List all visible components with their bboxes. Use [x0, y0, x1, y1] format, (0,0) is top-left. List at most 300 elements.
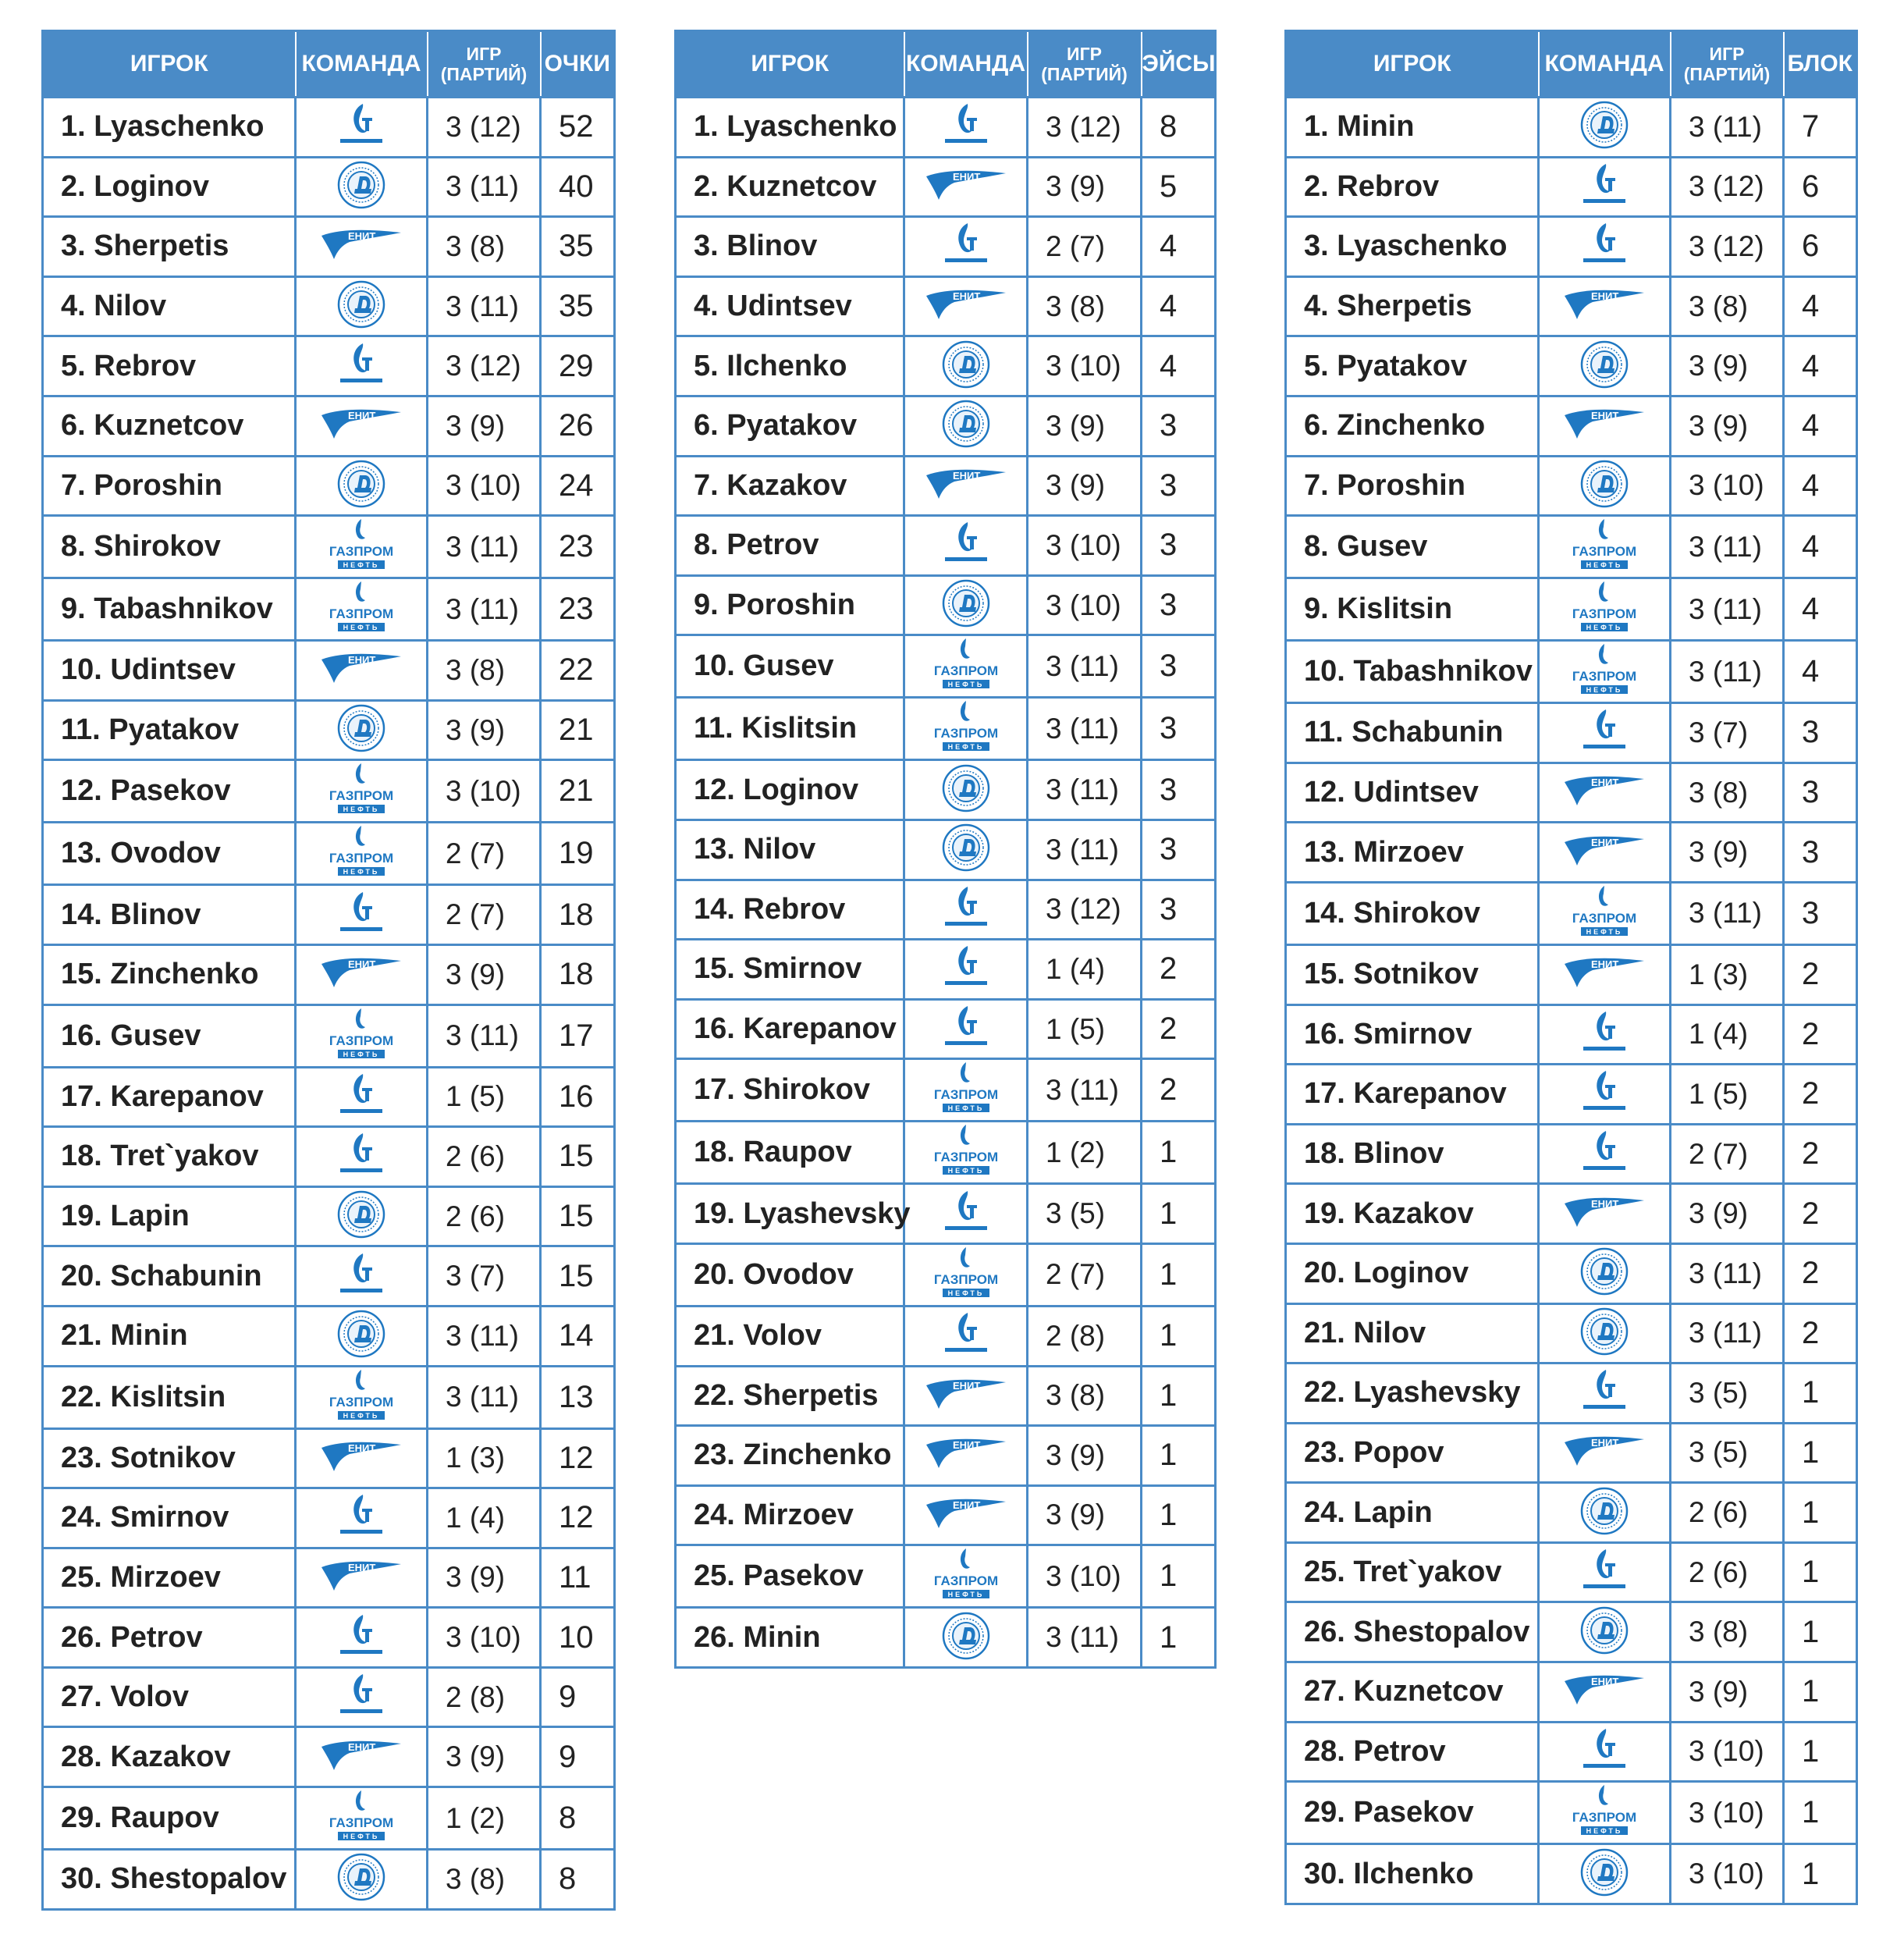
games-played: 3 (12) — [428, 98, 541, 158]
team-cell — [904, 635, 1028, 698]
stat-value: 15 — [541, 1246, 615, 1307]
stat-value: 16 — [541, 1067, 615, 1127]
svg-text:НЕФТЬ: НЕФТЬ — [343, 624, 380, 632]
table-row — [43, 1727, 615, 1787]
table-row — [1286, 1243, 1857, 1303]
stat-value: 1 — [1784, 1844, 1857, 1904]
table-row — [1286, 1602, 1857, 1662]
table-row — [43, 1787, 615, 1850]
team-cell — [1539, 1662, 1671, 1723]
team-cell — [904, 1306, 1028, 1366]
dinamo-logo-icon — [336, 159, 387, 215]
svg-text:ГАЗПРОМ: ГАЗПРОМ — [329, 788, 394, 804]
table-row — [676, 698, 1216, 760]
table-row — [1286, 276, 1857, 336]
player-name: 27. Volov — [43, 1667, 296, 1727]
team-cell — [904, 276, 1028, 336]
stat-value: 18 — [541, 885, 615, 945]
stat-value: 1 — [1142, 1243, 1216, 1306]
stat-value: 9 — [541, 1667, 615, 1727]
table-row — [1286, 1363, 1857, 1424]
team-cell — [296, 98, 428, 158]
petersburggaz-logo-icon — [332, 1129, 390, 1184]
stat-value: 12 — [541, 1488, 615, 1548]
player-name: 15. Zinchenko — [43, 944, 296, 1004]
table-row — [1286, 1124, 1857, 1184]
games-played: 3 (9) — [428, 396, 541, 456]
team-cell — [296, 516, 428, 578]
player-column-header: ИГРОК — [43, 31, 296, 98]
team-cell — [296, 1548, 428, 1608]
games-played: 3 (11) — [428, 578, 541, 641]
team-cell — [904, 1184, 1028, 1244]
gazprom-neft-logo-icon — [1572, 517, 1637, 577]
stat-value: 2 — [1784, 1124, 1857, 1184]
svg-text:НЕФТЬ: НЕФТЬ — [343, 1833, 380, 1841]
table-row — [1286, 763, 1857, 823]
svg-text:НЕФТЬ: НЕФТЬ — [343, 868, 380, 876]
team-cell — [296, 1667, 428, 1727]
dinamo-logo-icon — [940, 339, 992, 394]
stat-value: 3 — [1784, 882, 1857, 944]
player-name: 20. Ovodov — [676, 1243, 904, 1306]
svg-text:ГАЗПРОМ: ГАЗПРОМ — [933, 1087, 998, 1103]
svg-text:НЕФТЬ: НЕФТЬ — [1586, 624, 1623, 632]
petersburggaz-logo-icon — [1575, 1007, 1633, 1062]
team-cell — [1539, 882, 1671, 944]
team-cell — [904, 1426, 1028, 1486]
table-row — [1286, 516, 1857, 578]
team-cell — [296, 1004, 428, 1067]
svg-text:ЕНИТ: ЕНИТ — [348, 230, 376, 243]
team-cell — [296, 1428, 428, 1488]
team-cell — [904, 880, 1028, 940]
games-played: 3 (11) — [1028, 760, 1142, 820]
petersburggaz-logo-icon — [1575, 1545, 1633, 1600]
table-row — [1286, 1004, 1857, 1065]
table-row — [676, 1366, 1216, 1426]
table-row — [676, 456, 1216, 516]
svg-text:ЕНИТ: ЕНИТ — [1591, 1436, 1619, 1449]
games-played: 3 (8) — [1671, 1602, 1784, 1662]
team-cell — [1539, 1004, 1671, 1065]
team-cell — [1539, 276, 1671, 336]
games-played: 3 (11) — [428, 1004, 541, 1067]
team-cell — [904, 396, 1028, 456]
games-played: 3 (10) — [1028, 1545, 1142, 1608]
games-played: 2 (7) — [1671, 1124, 1784, 1184]
svg-text:ЕНИТ: ЕНИТ — [952, 290, 980, 303]
svg-text:ГАЗПРОМ: ГАЗПРОМ — [1572, 669, 1637, 684]
svg-text:НЕФТЬ: НЕФТЬ — [1586, 927, 1623, 936]
games-played: 3 (9) — [1028, 456, 1142, 516]
player-name: 1. Minin — [1286, 98, 1539, 158]
team-cell — [1539, 763, 1671, 823]
player-name: 7. Poroshin — [1286, 456, 1539, 516]
player-name: 2. Loginov — [43, 157, 296, 217]
gazprom-neft-logo-icon — [933, 1245, 998, 1305]
petersburggaz-logo-icon — [1575, 219, 1633, 274]
petersburggaz-logo-icon — [332, 887, 390, 943]
player-name: 13. Mirzoev — [1286, 823, 1539, 883]
stat-value: 2 — [1142, 1059, 1216, 1122]
player-name: 28. Petrov — [1286, 1722, 1539, 1782]
player-name: 12. Pasekov — [43, 760, 296, 823]
stat-value: 18 — [541, 944, 615, 1004]
player-name: 7. Poroshin — [43, 456, 296, 516]
team-cell — [904, 157, 1028, 217]
games-played: 3 (11) — [1671, 1243, 1784, 1303]
stat-value: 1 — [1784, 1722, 1857, 1782]
player-name: 16. Karepanov — [676, 999, 904, 1059]
table-row — [1286, 98, 1857, 158]
svg-text:ГАЗПРОМ: ГАЗПРОМ — [329, 1033, 394, 1048]
dinamo-logo-icon — [1579, 1306, 1630, 1361]
table-row — [1286, 396, 1857, 456]
player-name: 3. Blinov — [676, 217, 904, 277]
games-played: 3 (12) — [1671, 157, 1784, 217]
svg-text:НЕФТЬ: НЕФТЬ — [947, 681, 984, 689]
table-row — [43, 396, 615, 456]
games-played: 3 (9) — [1671, 396, 1784, 456]
stat-value: 4 — [1784, 336, 1857, 396]
stat-value: 9 — [541, 1727, 615, 1787]
stat-value: 4 — [1784, 396, 1857, 456]
table-row — [1286, 641, 1857, 703]
team-cell — [1539, 1483, 1671, 1543]
games-played: 3 (11) — [1028, 635, 1142, 698]
table-row — [43, 944, 615, 1004]
team-column-header: КОМАНДА — [1539, 31, 1671, 98]
table-row — [1286, 882, 1857, 944]
player-name: 13. Nilov — [676, 820, 904, 880]
zenit-logo-icon — [923, 1494, 1009, 1537]
stat-value: 2 — [1784, 944, 1857, 1004]
stat-value: 1 — [1142, 1306, 1216, 1366]
team-cell — [904, 1059, 1028, 1122]
table-row — [1286, 157, 1857, 217]
games-played: 1 (4) — [428, 1488, 541, 1548]
zenit-logo-icon — [1561, 831, 1647, 874]
svg-text:ГАЗПРОМ: ГАЗПРОМ — [329, 1394, 394, 1410]
table-row — [43, 1608, 615, 1668]
team-cell — [904, 1366, 1028, 1426]
games-played: 3 (11) — [1028, 698, 1142, 760]
svg-text:ЕНИТ: ЕНИТ — [348, 1561, 376, 1573]
player-name: 8. Gusev — [1286, 516, 1539, 578]
stat-value: 26 — [541, 396, 615, 456]
table-row — [676, 1306, 1216, 1366]
stat-value: 8 — [541, 1850, 615, 1910]
stat-value: 3 — [1784, 823, 1857, 883]
team-cell — [296, 276, 428, 336]
table-row — [43, 1428, 615, 1488]
points-table — [41, 30, 616, 1911]
gazprom-neft-logo-icon — [933, 699, 998, 759]
gazprom-neft-logo-icon — [933, 636, 998, 696]
player-name: 15. Sotnikov — [1286, 944, 1539, 1004]
team-cell — [296, 578, 428, 641]
games-played: 3 (7) — [1671, 703, 1784, 763]
team-cell — [296, 396, 428, 456]
player-name: 23. Sotnikov — [43, 1428, 296, 1488]
stat-value: 8 — [541, 1787, 615, 1850]
table-row — [1286, 1065, 1857, 1125]
zenit-logo-icon — [1561, 285, 1647, 328]
team-cell — [1539, 1124, 1671, 1184]
games-played: 2 (6) — [1671, 1542, 1784, 1602]
games-played: 1 (3) — [1671, 944, 1784, 1004]
svg-text:ГАЗПРОМ: ГАЗПРОМ — [1572, 910, 1637, 926]
stat-value: 2 — [1142, 940, 1216, 1000]
player-name: 22. Lyashevsky — [1286, 1363, 1539, 1424]
team-cell — [1539, 98, 1671, 158]
player-name: 23. Zinchenko — [676, 1426, 904, 1486]
stat-value: 4 — [1784, 276, 1857, 336]
player-name: 5. Rebrov — [43, 336, 296, 396]
games-played: 1 (5) — [428, 1067, 541, 1127]
stat-value: 4 — [1142, 336, 1216, 396]
team-cell — [296, 1850, 428, 1910]
player-name: 16. Gusev — [43, 1004, 296, 1067]
player-name: 26. Shestopalov — [1286, 1602, 1539, 1662]
svg-text:ЕНИТ: ЕНИТ — [348, 1740, 376, 1753]
games-played: 1 (2) — [428, 1787, 541, 1850]
stat-value: 3 — [1784, 763, 1857, 823]
player-name: 30. Ilchenko — [1286, 1844, 1539, 1904]
stat-value: 23 — [541, 516, 615, 578]
games-played: 3 (9) — [428, 1548, 541, 1608]
table-row — [43, 456, 615, 516]
stat-value: 15 — [541, 1127, 615, 1187]
team-cell — [1539, 823, 1671, 883]
svg-text:ЕНИТ: ЕНИТ — [952, 1439, 980, 1452]
player-name: 22. Sherpetis — [676, 1366, 904, 1426]
games-played: 3 (5) — [1671, 1423, 1784, 1483]
player-name: 23. Popov — [1286, 1423, 1539, 1483]
team-cell — [296, 1067, 428, 1127]
player-name: 2. Kuznetcov — [676, 157, 904, 217]
games-played: 3 (8) — [1028, 1366, 1142, 1426]
petersburggaz-logo-icon — [937, 882, 995, 937]
stat-value: 29 — [541, 336, 615, 396]
stat-value: 4 — [1784, 578, 1857, 641]
stat-value: 24 — [541, 456, 615, 516]
player-name: 22. Kislitsin — [43, 1366, 296, 1428]
stat-value: 1 — [1784, 1662, 1857, 1723]
svg-text:НЕФТЬ: НЕФТЬ — [947, 1289, 984, 1297]
games-played: 3 (10) — [1028, 336, 1142, 396]
stat-value: 1 — [1142, 1426, 1216, 1486]
table-row — [1286, 578, 1857, 641]
team-cell — [296, 885, 428, 945]
team-cell — [1539, 1602, 1671, 1662]
stat-value: 10 — [541, 1608, 615, 1668]
games-played: 3 (11) — [1671, 641, 1784, 703]
dinamo-logo-icon — [336, 1189, 387, 1244]
player-name: 10. Udintsev — [43, 641, 296, 701]
team-cell — [296, 823, 428, 885]
zenit-logo-icon — [923, 285, 1009, 328]
team-cell — [1539, 1542, 1671, 1602]
team-cell — [1539, 217, 1671, 277]
games-played: 3 (11) — [1028, 820, 1142, 880]
stat-value: 3 — [1142, 456, 1216, 516]
games-played: 1 (4) — [1028, 940, 1142, 1000]
games-played: 3 (12) — [1671, 217, 1784, 277]
dinamo-logo-icon — [1579, 1485, 1630, 1541]
games-played: 3 (8) — [428, 217, 541, 277]
player-name: 25. Mirzoev — [43, 1548, 296, 1608]
gazprom-neft-logo-icon — [329, 1367, 394, 1427]
games-played: 1 (4) — [1671, 1004, 1784, 1065]
team-cell — [904, 1608, 1028, 1668]
games-played: 3 (9) — [428, 1727, 541, 1787]
games-played: 3 (8) — [428, 641, 541, 701]
dinamo-logo-icon — [1579, 339, 1630, 394]
stat-value: 4 — [1142, 217, 1216, 277]
player-name: 13. Ovodov — [43, 823, 296, 885]
table-row — [1286, 1303, 1857, 1363]
games-played: 2 (6) — [428, 1127, 541, 1187]
team-cell — [296, 1186, 428, 1246]
table-row — [676, 1059, 1216, 1122]
stat-value: 14 — [541, 1306, 615, 1366]
games-played: 3 (11) — [428, 1306, 541, 1366]
stat-value: 4 — [1784, 456, 1857, 516]
games-played: 3 (5) — [1671, 1363, 1784, 1424]
petersburggaz-logo-icon — [332, 1669, 390, 1725]
zenit-logo-icon — [1561, 1670, 1647, 1713]
table-row — [43, 1548, 615, 1608]
player-name: 10. Gusev — [676, 635, 904, 698]
games-played: 1 (5) — [1028, 999, 1142, 1059]
gazprom-neft-logo-icon — [1572, 1783, 1637, 1843]
svg-text:ЕНИТ: ЕНИТ — [952, 469, 980, 482]
table-row — [43, 885, 615, 945]
petersburggaz-logo-icon — [937, 941, 995, 997]
svg-text:ЕНИТ: ЕНИТ — [952, 170, 980, 183]
stat-value: 3 — [1142, 820, 1216, 880]
team-cell — [296, 1366, 428, 1428]
svg-text:ЕНИТ: ЕНИТ — [1591, 777, 1619, 789]
gazprom-neft-logo-icon — [329, 761, 394, 821]
petersburggaz-logo-icon — [332, 1610, 390, 1666]
team-cell — [296, 456, 428, 516]
games-played: 3 (11) — [1671, 578, 1784, 641]
dinamo-logo-icon — [940, 1610, 992, 1666]
team-cell — [1539, 1065, 1671, 1125]
dinamo-logo-icon — [336, 1308, 387, 1363]
table-row — [43, 578, 615, 641]
player-name: 29. Pasekov — [1286, 1782, 1539, 1844]
stat-value: 6 — [1784, 217, 1857, 277]
player-name: 15. Smirnov — [676, 940, 904, 1000]
gazprom-neft-logo-icon — [933, 1546, 998, 1606]
stat-value: 4 — [1784, 641, 1857, 703]
table-header-row — [43, 31, 615, 98]
player-name: 7. Kazakov — [676, 456, 904, 516]
table-row — [43, 1366, 615, 1428]
stat-value: 35 — [541, 276, 615, 336]
team-cell — [904, 336, 1028, 396]
games-played: 3 (8) — [1671, 763, 1784, 823]
svg-text:ГАЗПРОМ: ГАЗПРОМ — [933, 663, 998, 679]
svg-text:НЕФТЬ: НЕФТЬ — [343, 1411, 380, 1420]
team-cell — [1539, 1243, 1671, 1303]
team-cell — [1539, 1844, 1671, 1904]
stat-value: 1 — [1784, 1602, 1857, 1662]
games-played: 2 (7) — [428, 823, 541, 885]
zenit-logo-icon — [318, 649, 404, 692]
team-cell — [1539, 396, 1671, 456]
stat-value: 3 — [1142, 698, 1216, 760]
petersburggaz-logo-icon — [332, 339, 390, 394]
team-cell — [296, 1727, 428, 1787]
games-played: 3 (9) — [428, 700, 541, 760]
gazprom-neft-logo-icon — [933, 1060, 998, 1120]
team-cell — [296, 760, 428, 823]
zenit-logo-icon — [318, 1556, 404, 1599]
gazprom-neft-logo-icon — [1572, 642, 1637, 702]
stat-value: 1 — [1142, 1608, 1216, 1668]
zenit-logo-icon — [318, 1736, 404, 1779]
player-name: 6. Pyatakov — [676, 396, 904, 456]
team-cell — [296, 641, 428, 701]
team-cell — [1539, 1303, 1671, 1363]
player-name: 19. Lyashevsky — [676, 1184, 904, 1244]
player-name: 30. Shestopalov — [43, 1850, 296, 1910]
svg-text:ЕНИТ: ЕНИТ — [1591, 958, 1619, 971]
team-cell — [904, 940, 1028, 1000]
team-cell — [296, 1787, 428, 1850]
player-name: 20. Schabunin — [43, 1246, 296, 1307]
team-cell — [1539, 578, 1671, 641]
table-row — [676, 575, 1216, 635]
player-name: 4. Udintsev — [676, 276, 904, 336]
stat-value: 3 — [1142, 516, 1216, 576]
petersburggaz-logo-icon — [332, 1490, 390, 1545]
games-played: 3 (12) — [1028, 98, 1142, 158]
svg-text:НЕФТЬ: НЕФТЬ — [343, 561, 380, 570]
player-name: 25. Tret`yakov — [1286, 1542, 1539, 1602]
table-row — [676, 1426, 1216, 1486]
table-row — [43, 98, 615, 158]
dinamo-logo-icon — [940, 763, 992, 818]
gazprom-neft-logo-icon — [329, 823, 394, 884]
svg-text:ГАЗПРОМ: ГАЗПРОМ — [1572, 1810, 1637, 1826]
stat-value: 1 — [1142, 1366, 1216, 1426]
stat-value: 4 — [1784, 516, 1857, 578]
games-played: 3 (10) — [428, 456, 541, 516]
table-row — [676, 396, 1216, 456]
games-played: 2 (7) — [1028, 1243, 1142, 1306]
player-name: 17. Karepanov — [43, 1067, 296, 1127]
stat-value: 1 — [1142, 1122, 1216, 1184]
team-cell — [296, 944, 428, 1004]
table-row — [676, 880, 1216, 940]
games-played: 3 (8) — [428, 1850, 541, 1910]
svg-text:ГАЗПРОМ: ГАЗПРОМ — [933, 726, 998, 741]
gazprom-neft-logo-icon — [329, 579, 394, 639]
table-row — [676, 1608, 1216, 1668]
table-row — [43, 1067, 615, 1127]
team-cell — [1539, 703, 1671, 763]
svg-text:ЕНИТ: ЕНИТ — [1591, 290, 1619, 303]
svg-text:ЕНИТ: ЕНИТ — [348, 1442, 376, 1454]
table-row — [43, 641, 615, 701]
player-name: 9. Kislitsin — [1286, 578, 1539, 641]
